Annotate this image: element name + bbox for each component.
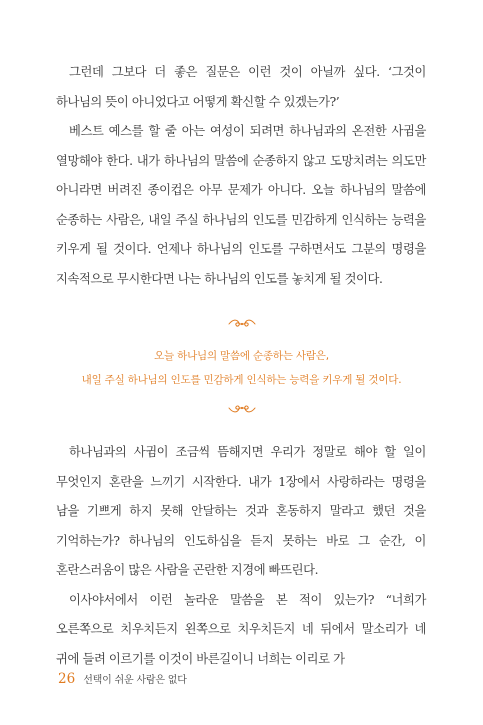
paragraph: 이사야서에서 이런 놀라운 말씀을 본 적이 있는가? “너희가 오른쪽으로 치우치든지 왼쪽으로 치우치든지 네 뒤에서 말소리가 네 귀에 들려 이르기를 이것이 바른길이니 너희는 이리로 가 [56,592,426,666]
flourish-ornament-icon [30,318,453,330]
body-text-bottom [56,438,426,674]
paragraph: 베스트 예스를 할 줄 아는 여성이 되려면 하나님과의 온전한 사귐을 열망해야 한다. 내가 하나님의 말씀에 순종하지 않고 도망치려는 의도만 아니라면 버려진 종이컵은 아무 문제가 아니다. 오늘 하나님의 말씀에 순종하는 사람은, 내일 주실 하나님의 인도를 민감하게 인식하는 능력을 키우게 될 것이다. 언제나 하나님의 인도를 구하면서도 그분의 명령을 지속적으로 무시한다면 나는 하나님의 인도를 놓치게 될 것이다. [56,124,426,286]
pull-quote-line: 내일 주실 하나님의 인도를 민감하게 인식하는 능력을 키우게 될 것이다. [81,374,402,386]
paragraph: 하나님과의 사귐이 조금씩 뜸해지면 우리가 정말로 해야 할 일이 무엇인지 혼란을 느끼기 시작한다. 내가 1장에서 사랑하라는 명령을 남을 기쁘게 하지 못해 안달하는 것과 혼동하지 말라고 했던 것을 기억하는가? 하나님의 인도하심을 듣지 못하는 바로 그 순간, 이 혼란스러움이 많은 사람을 곤란한 지경에 빠뜨린다. [56,445,426,577]
page-number: 26 [58,671,76,687]
page-footer [58,671,187,687]
body-text-top [56,58,426,294]
running-title: 선택이 쉬운 사람은 없다 [83,675,187,686]
flourish-ornament-icon [30,402,453,414]
pull-quote-line: 오늘 하나님의 말씀에 순종하는 사람은, [154,350,329,362]
paragraph: 그런데 그보다 더 좋은 질문은 이런 것이 아닐까 싶다. ‘그것이 하나님의 뜻이 아니었다고 어떻게 확신할 수 있겠는가?’ [56,65,426,109]
pull-quote [30,318,453,414]
